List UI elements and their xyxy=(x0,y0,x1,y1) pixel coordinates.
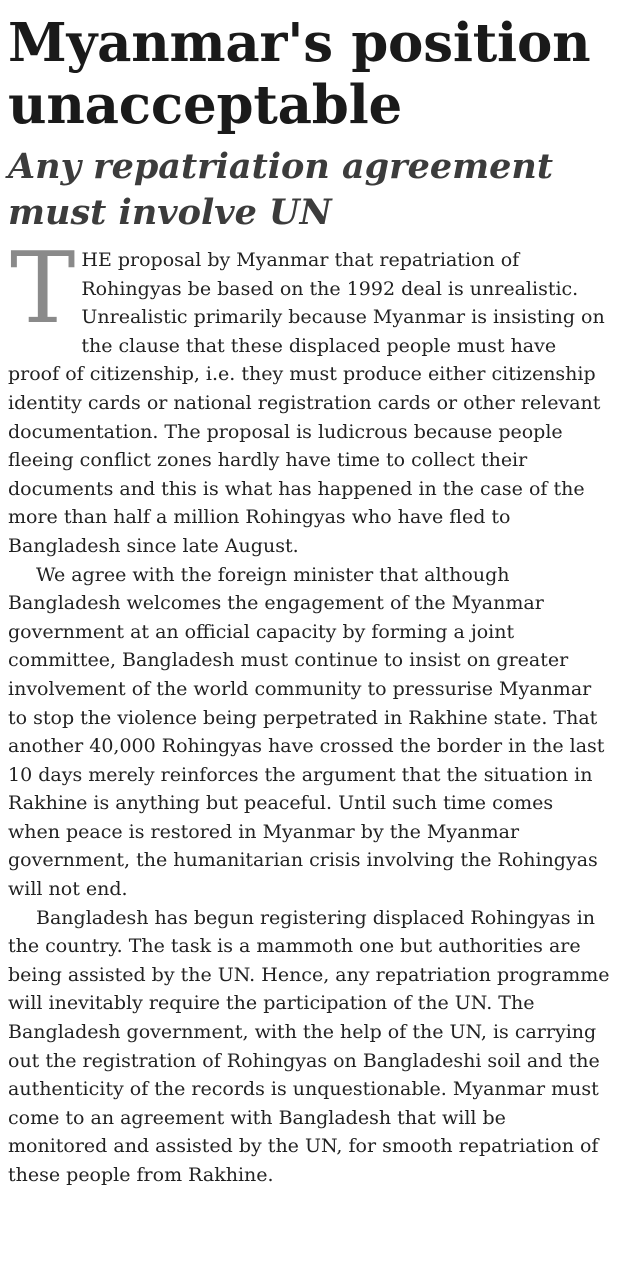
subheadline: Any repatriation agreement must involve UN xyxy=(8,146,554,233)
body-paragraph: Bangladesh has begun registering displaced Rohingyas in the country. The task is a mammoth one but authorities are being assisted by the UN. Hence, any repatriation programme will inevitably require the participation of the UN. The Bangladesh government, with the help of the UN, is carrying out the registration of Rohingyas on Bangladeshi soil and the authenticity of the records is unquestionable. Myanmar must come to an agreement with Bangladesh that will be monitored and assisted by the UN, for smooth repatriation of these people from Rakhine. xyxy=(8,906,610,1186)
lead-paragraph-text: HE proposal by Myanmar that repatriation of Rohingyas be based on the 1992 deal is unrealistic. Unrealistic primarily because Myanmar is insisting on the clause that these displaced people must have proof of citizenship, i.e. they must produce either citizenship identity cards or national registration cards or other relevant documentation. The proposal is ludicrous because people fleeing conflict zones hardly have time to collect their documents and this is what has happened in the case of the more than half a million Rohingyas who have fled to Bangladesh since late August. xyxy=(8,249,605,557)
article-body xyxy=(8,232,611,1190)
drop-cap: T xyxy=(10,232,76,346)
lead-paragraph xyxy=(8,232,611,561)
body-paragraph: We agree with the foreign minister that although Bangladesh welcomes the engagement of the Myanmar government at an official capacity by forming a joint committee, Bangladesh must continue to insist on greater involvement of the world community to pressurise Myanmar to stop the violence being perpetrated in Rakhine state. That another 40,000 Rohingyas have crossed the border in the last 10 days merely reinforces the argument that the situation in Rakhine is anything but peaceful. Until such time comes when peace is restored in Myanmar by the Myanmar government, the humanitarian crisis involving the Rohingyas will not end. xyxy=(8,563,605,901)
headline: Myanmar's position unacceptable xyxy=(8,12,591,136)
